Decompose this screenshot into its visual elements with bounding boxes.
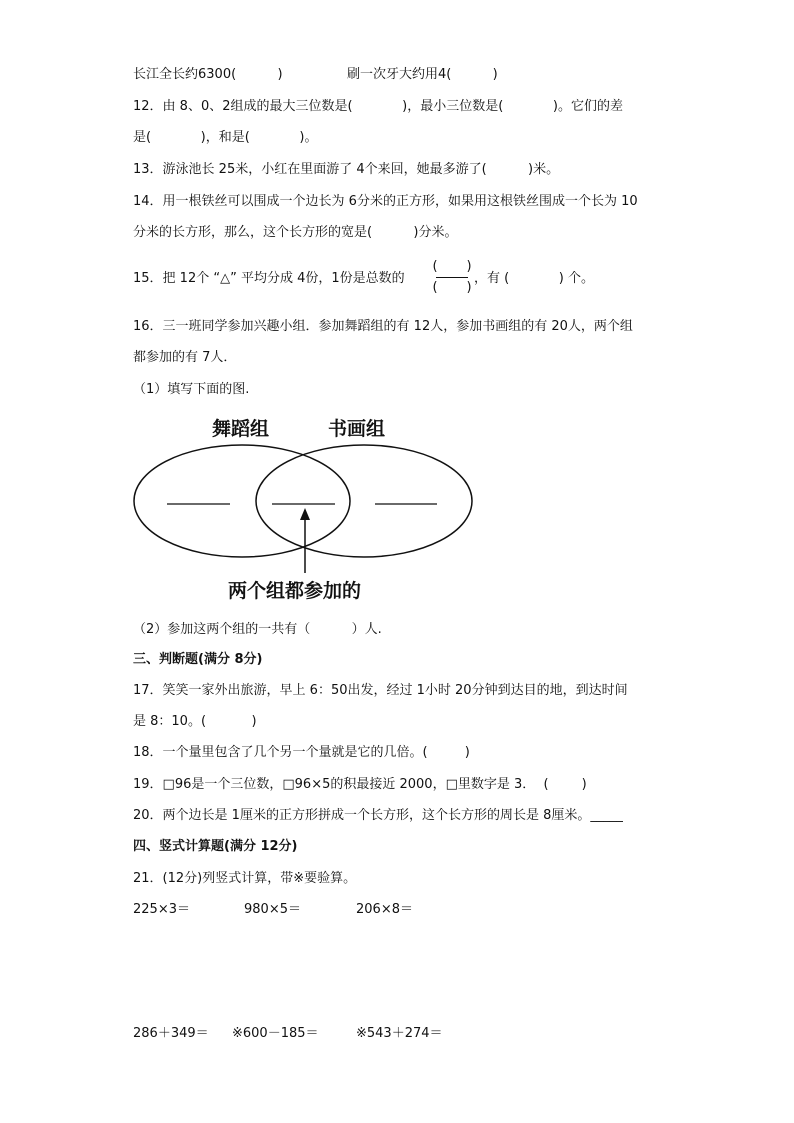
question-19: 19．□96是一个三位数，□96×5的积最接近 2000，□里数字是 3． ( ) <box>133 777 587 792</box>
fraction-numerator: ( ) <box>432 259 472 274</box>
question-17-line2: 是 8：10。( ) <box>133 714 257 729</box>
question-12-line1: 12．由 8、0、2组成的最大三位数是( )，最小三位数是( )。它们的差 <box>133 99 623 114</box>
line-q11-length: 长江全长约6300( ) <box>133 67 283 82</box>
calc-543plus274: ※543＋274＝ <box>356 1026 443 1041</box>
calc-225x3: 225×3＝ <box>133 902 190 917</box>
question-15-suffix: ，有 ( ) 个。 <box>474 271 594 286</box>
section-4-heading: 四、竖式计算题(满分 12分) <box>133 839 298 854</box>
calc-206x8: 206×8＝ <box>356 902 413 917</box>
calc-286plus349: 286＋349＝ <box>133 1026 209 1041</box>
question-14-line1: 14．用一根铁丝可以围成一个边长为 6分米的正方形，如果用这根铁丝围成一个长为 10 <box>133 194 638 209</box>
line-q11-tooth: 刷一次牙大约用4( ) <box>347 67 498 82</box>
venn-right-label: 书画组 <box>328 418 386 440</box>
venn-bottom-label: 两个组都参加的 <box>228 580 362 602</box>
venn-left-label: 舞蹈组 <box>212 418 270 440</box>
question-12-line2: 是( )，和是( )。 <box>133 130 318 145</box>
question-20: 20．两个边长是 1厘米的正方形拼成一个长方形，这个长方形的周长是 8厘米。_____ <box>133 808 623 823</box>
fraction-bar <box>436 277 468 278</box>
question-16-part2: （2）参加这两个组的一共有（ ）人. <box>133 622 382 637</box>
question-15-prefix: 15．把 12个 “△” 平均分成 4份，1份是总数的 <box>133 271 405 286</box>
venn-left-ellipse <box>134 445 350 557</box>
fraction-denominator: ( ) <box>432 280 472 295</box>
question-17-line1: 17．笑笑一家外出旅游，早上 6：50出发，经过 1小时 20分钟到达目的地，到达时间 <box>133 683 628 698</box>
question-14-line2: 分米的长方形，那么，这个长方形的宽是( )分米。 <box>133 225 458 240</box>
section-3-heading: 三、判断题(满分 8分) <box>133 652 263 667</box>
calc-600minus185: ※600－185＝ <box>232 1026 319 1041</box>
venn-right-ellipse <box>256 445 472 557</box>
question-21: 21．(12分)列竖式计算，带※要验算。 <box>133 871 357 886</box>
question-13: 13．游泳池长 25米，小红在里面游了 4个来回，她最多游了( )米。 <box>133 162 560 177</box>
calc-980x5: 980×5＝ <box>244 902 301 917</box>
venn-diagram <box>132 405 482 607</box>
venn-arrow-head <box>300 508 310 520</box>
question-16-part1: （1）填写下面的图. <box>133 382 250 397</box>
question-18: 18．一个量里包含了几个另一个量就是它的几倍。( ) <box>133 745 470 760</box>
question-15-fraction <box>432 258 472 298</box>
question-16-line1: 16．三一班同学参加兴趣小组．参加舞蹈组的有 12人，参加书画组的有 20人，两个组 <box>133 319 633 334</box>
question-16-line2: 都参加的有 7人． <box>133 350 237 365</box>
